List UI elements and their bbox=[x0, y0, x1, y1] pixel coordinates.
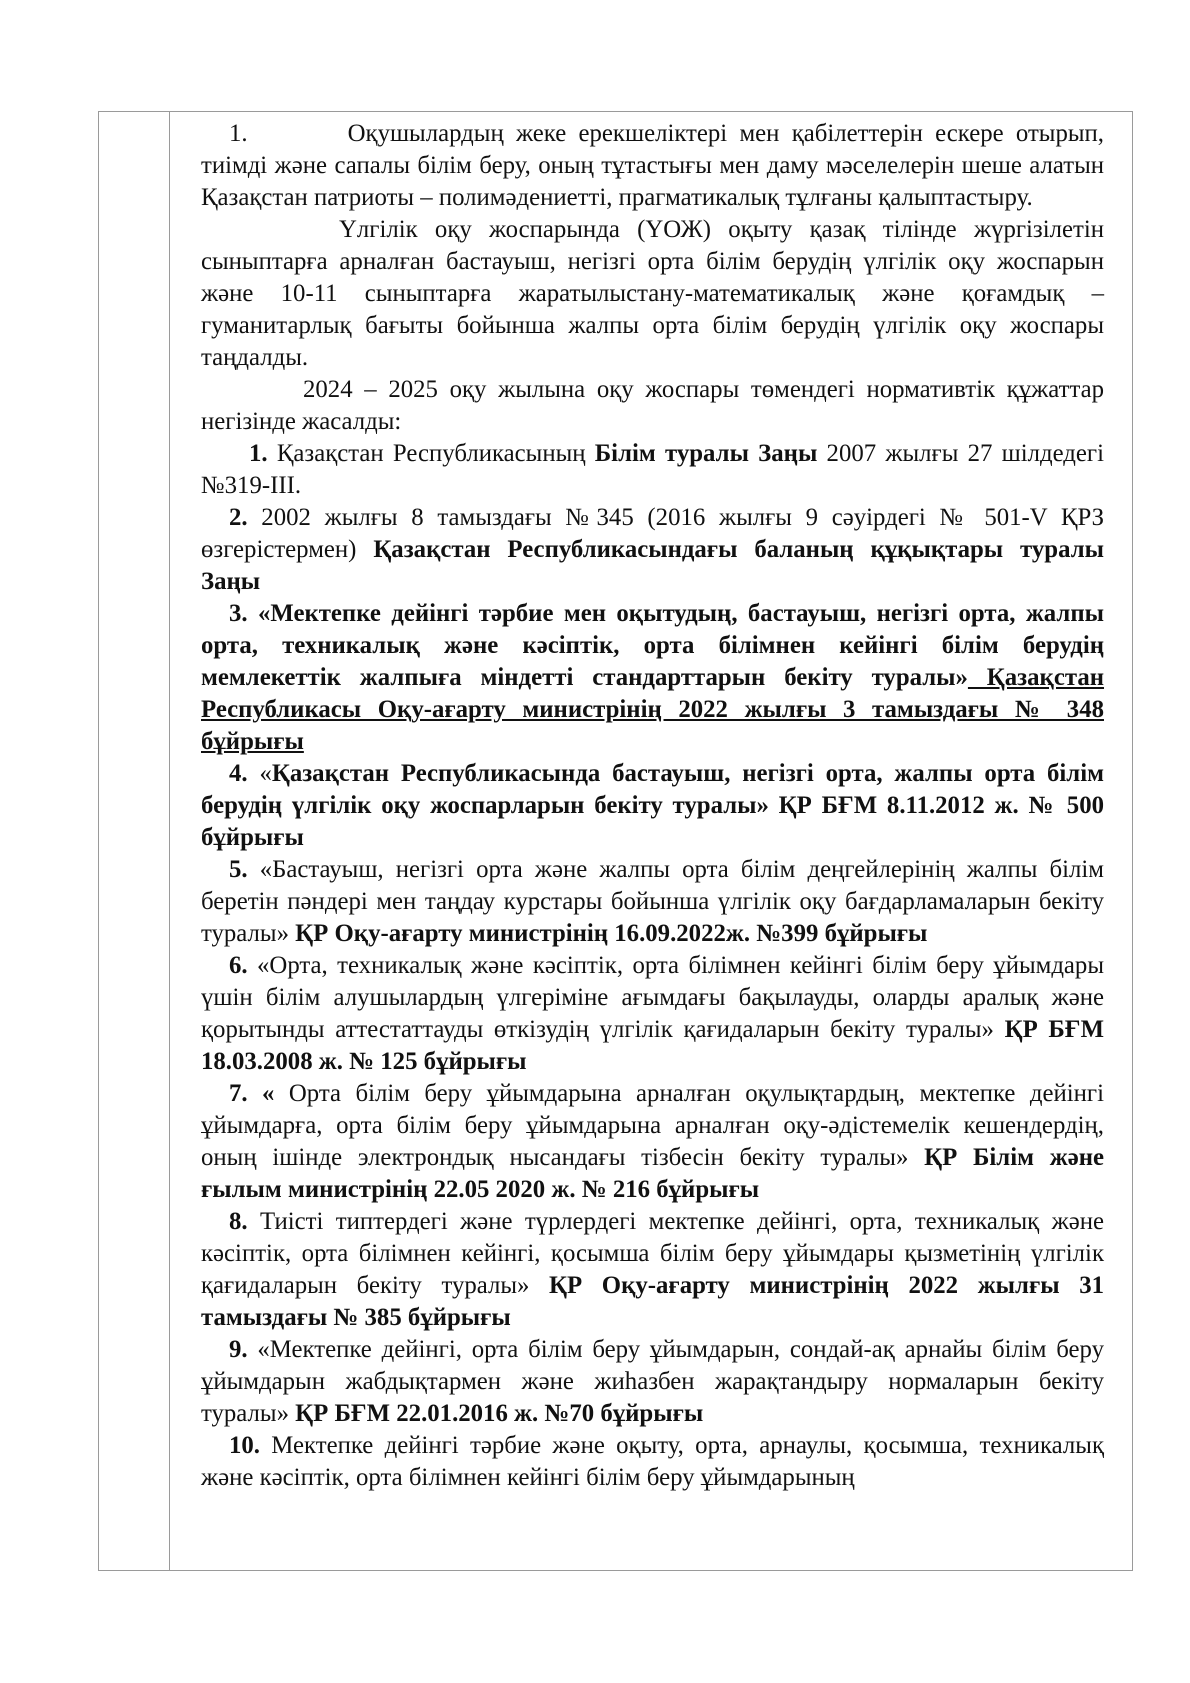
underlined-order-reference: Қазақстан Республикасы Оқу-ағарту министрінің 2022 жылғы 3 тамыздағы № 348 бұйрығы bbox=[201, 664, 1105, 755]
list-item: 4. «Қазақстан Республикасында бастауыш, негізгі орта, жалпы орта білім берудің үлгілік оқу жоспарларын бекіту туралы» ҚР БҒМ 8.11.2012 ж. № 500 бұйрығы bbox=[201, 760, 1104, 851]
list-item: 9. «Мектепке дейінгі, орта білім беру ұйымдарын, сондай-ақ арнайы білім беру ұйымдарын жабдықтармен және жиһазбен жарақтандыру нормаларын бекіту туралы» ҚР БҒМ 22.01.2016 ж. №70 бұйрығы bbox=[201, 1336, 1104, 1427]
intro-paragraph-1 bbox=[201, 118, 1104, 214]
item-number: 7. « bbox=[229, 1080, 275, 1107]
intro-paragraph-1-number: 1. bbox=[229, 120, 248, 147]
item-number: 6. bbox=[229, 952, 248, 979]
list-item: 6. «Орта, техникалық және кәсіптік, орта білімнен кейінгі білім беру ұйымдары үшін білім алушылардың үлгеріміне ағымдағы бақылауды, оларды аралық және қорытынды аттестаттауды өткізудің үлгілік қағидаларын бекіту туралы» ҚР БҒМ 18.03.2008 ж. № 125 бұйрығы bbox=[201, 952, 1104, 1075]
list-item: 8. Тиісті типтердегі және түрлердегі мектепке дейінгі, орта, техникалық және кәсіптік, орта білімнен кейінгі, қосымша білім беру ұйымдары қызметінің үлгілік қағидаларын бекіту туралы» ҚР Оқу-ағарту министрінің 2022 жылғы 31 тамыздағы № 385 бұйрығы bbox=[201, 1208, 1104, 1331]
document-table bbox=[98, 111, 1133, 1571]
intro-paragraph-3: 2024 – 2025 оқу жылына оқу жоспары төмендегі нормативтік құжаттар негізінде жасалды: bbox=[201, 376, 1104, 435]
list-item: 2. 2002 жылғы 8 тамыздағы №345 (2016 жылғы 9 сәуірдегі № 501-V ҚРЗ өзгерістермен) Қазақстан Республикасындағы баланың құқықтары туралы Заңы bbox=[201, 504, 1104, 595]
item-number: 8. bbox=[229, 1208, 248, 1235]
intro-paragraph-2: Үлгілік оқу жоспарында (ҮОЖ) оқыту қазақ тілінде жүргізілетін сыныптарға арналған бастауыш, негізгі орта білім берудің үлгілік оқу жоспарын және 10-11 сыныптарға жаратылыстану-математикалық және қоғамдық –гуманитарлық бағыты бойынша жалпы орта білім берудің үлгілік оқу жоспары таңдалды. bbox=[201, 216, 1104, 371]
item-number: 2. bbox=[229, 504, 248, 531]
list-item: 7. « Орта білім беру ұйымдарына арналған оқулықтардың, мектепке дейінгі ұйымдарға, орта білім беру ұйымдарына арналған оқу-әдістемелік кешендердің, оның ішінде электрондық нысандағы тізбесін бекіту туралы» ҚР Білім және ғылым министрінің 22.05 2020 ж. № 216 бұйрығы bbox=[201, 1080, 1105, 1203]
item-number: 1. bbox=[249, 440, 268, 467]
item-number: 3. bbox=[229, 600, 248, 627]
list-item: 3. «Мектепке дейінгі тәрбие мен оқытудың, бастауыш, негізгі орта, жалпы орта, техникалық және кәсіптік, орта білімнен кейінгі білім берудің мемлекеттік жалпыға міндетті стандарттарын бекіту туралы» Қазақстан Республикасы Оқу-ағарту министрінің 2022 жылғы 3 тамыздағы № 348 бұйрығы bbox=[201, 600, 1105, 755]
list-item: 1. Қазақстан Республикасының Білім туралы Заңы 2007 жылғы 27 шілдедегі №319-ІІІ. bbox=[201, 440, 1104, 499]
item-number: 4. bbox=[229, 760, 248, 787]
table-left-column bbox=[99, 112, 170, 1570]
table-content-cell bbox=[171, 112, 1132, 1570]
item-number: 9. bbox=[229, 1336, 248, 1363]
item-number: 10. bbox=[229, 1432, 260, 1459]
list-item: 10. Мектепке дейінгі тәрбие және оқыту, орта, арнаулы, қосымша, техникалық және кәсіптік, орта білімнен кейінгі білім беру ұйымдарының bbox=[201, 1432, 1104, 1491]
item-number: 5. bbox=[229, 856, 248, 883]
intro-paragraph-1-text: Оқушылардың жеке ерекшеліктері мен қабілеттерін ескере отырып, тиімді және сапалы білім беру, оның тұтастығы мен даму мәселелерін шеше алатын Қазақстан патриоты – полимәдениетті, прагматикалық тұлғаны қалыптастыру. bbox=[201, 120, 1104, 211]
list-item: 5. «Бастауыш, негізгі орта және жалпы орта білім деңгейлерінің жалпы білім беретін пәндері мен таңдау курстары бойынша үлгілік оқу бағдарламаларын бекіту туралы» ҚР Оқу-ағарту министрінің 16.09.2022ж. №399 бұйрығы bbox=[201, 856, 1104, 947]
